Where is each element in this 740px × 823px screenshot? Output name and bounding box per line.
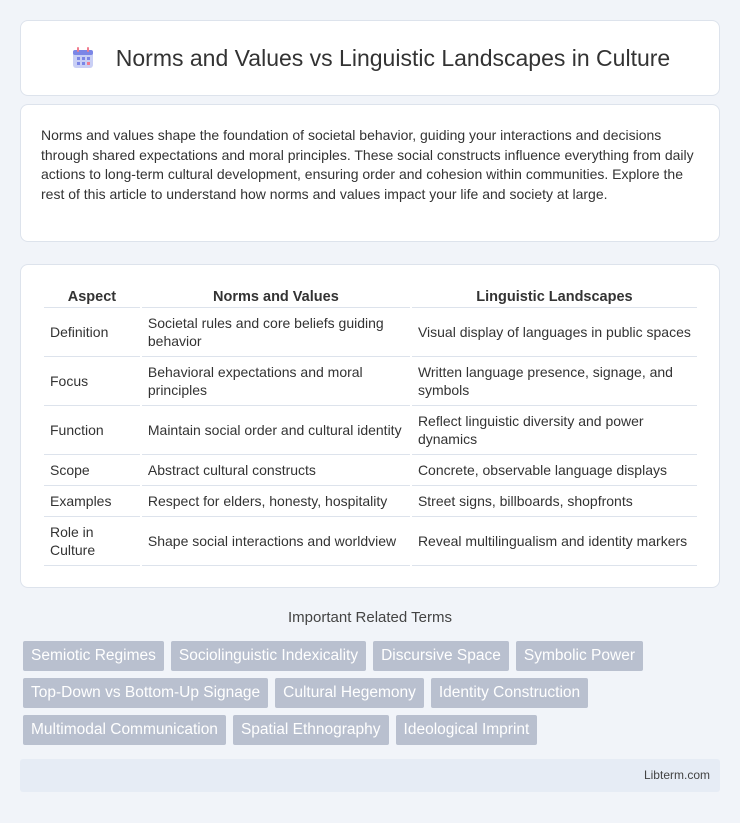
row-linguistic-landscapes: Reflect linguistic diversity and power dynamics: [412, 406, 697, 455]
table-row: [44, 455, 697, 486]
row-norms-values: Behavioral expectations and moral principles: [142, 357, 410, 406]
table-header-row: [44, 285, 697, 308]
intro-card: [20, 104, 720, 242]
row-norms-values: Shape social interactions and worldview: [142, 517, 410, 566]
row-aspect: Examples: [44, 486, 140, 517]
related-term-tag[interactable]: Semiotic Regimes: [23, 641, 164, 671]
related-term-tag[interactable]: Discursive Space: [373, 641, 509, 671]
row-norms-values: Respect for elders, honesty, hospitality: [142, 486, 410, 517]
row-aspect: Focus: [44, 357, 140, 406]
row-aspect: Scope: [44, 455, 140, 486]
title-card: [20, 20, 720, 96]
row-norms-values: Abstract cultural constructs: [142, 455, 410, 486]
related-term-tag[interactable]: Ideological Imprint: [396, 715, 538, 745]
table-row: [44, 308, 697, 357]
row-linguistic-landscapes: Reveal multilingualism and identity markers: [412, 517, 697, 566]
header-norms-values: Norms and Values: [142, 285, 410, 308]
related-term-tag[interactable]: Top-Down vs Bottom-Up Signage: [23, 678, 268, 708]
related-term-tag[interactable]: Spatial Ethnography: [233, 715, 389, 745]
table-row: [44, 517, 697, 566]
row-norms-values: Maintain social order and cultural identity: [142, 406, 410, 455]
comparison-table-card: [20, 264, 720, 588]
related-terms-title: Important Related Terms: [288, 609, 452, 626]
comparison-table: [42, 285, 699, 566]
row-linguistic-landscapes: Street signs, billboards, shopfronts: [412, 486, 697, 517]
row-norms-values: Societal rules and core beliefs guiding behavior: [142, 308, 410, 357]
table-row: [44, 406, 697, 455]
related-term-tag[interactable]: Identity Construction: [431, 678, 588, 708]
row-aspect: Definition: [44, 308, 140, 357]
row-linguistic-landscapes: Concrete, observable language displays: [412, 455, 697, 486]
row-linguistic-landscapes: Visual display of languages in public spaces: [412, 308, 697, 357]
related-term-tag[interactable]: Cultural Hegemony: [275, 678, 424, 708]
footer: [20, 759, 720, 792]
header-aspect: Aspect: [44, 285, 140, 308]
footer-site-link[interactable]: Libterm.com: [643, 768, 710, 782]
related-term-tag[interactable]: Symbolic Power: [516, 641, 643, 671]
row-linguistic-landscapes: Written language presence, signage, and symbols: [412, 357, 697, 406]
table-row: [44, 486, 697, 517]
row-aspect: Function: [44, 406, 140, 455]
header-linguistic-landscapes: Linguistic Landscapes: [412, 285, 697, 308]
related-terms-list: [23, 641, 723, 752]
row-aspect: Role in Culture: [44, 517, 140, 566]
related-term-tag[interactable]: Sociolinguistic Indexicality: [171, 641, 366, 671]
related-term-tag[interactable]: Multimodal Communication: [23, 715, 226, 745]
page-title: Norms and Values vs Linguistic Landscapes in Culture: [115, 44, 671, 71]
intro-paragraph: Norms and values shape the foundation of societal behavior, guiding your interactions and decisions through shared expectations and moral principles. These social constructs influence everything from daily actions to long-term cultural development, ensuring order and cohesion within communities. Explore the rest of this article to understand how norms and values impact your life and society at large.: [41, 127, 694, 202]
calendar-grid-icon: [70, 45, 96, 71]
table-row: [44, 357, 697, 406]
